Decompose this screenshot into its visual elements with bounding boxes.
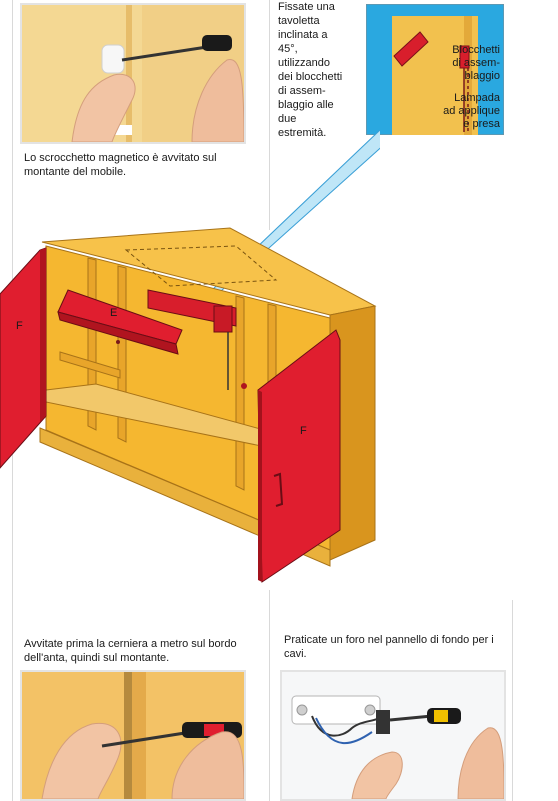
inset-label-blocks: Blocchetti di assem- blaggio <box>452 44 500 82</box>
photo-magnetic-catch <box>20 3 246 144</box>
photo-hinge <box>20 670 246 801</box>
cabinet-illustration <box>0 130 380 590</box>
instruction-line: 45°, <box>278 43 298 55</box>
shelf-label-e: E <box>110 307 118 319</box>
column-divider-right-bottom <box>512 600 513 801</box>
instruction-shelf-text <box>278 0 363 140</box>
instruction-line: due <box>278 113 297 125</box>
instruction-line: di assem- <box>278 85 326 97</box>
instruction-line: utilizzando <box>278 57 330 69</box>
caption-magnetic-catch: Lo scrocchetto magnetico è avvitato sul montante del mobile. <box>24 152 217 178</box>
caption-cable-hole: Praticate un foro nel pannello di fondo per i cavi. <box>284 634 494 660</box>
instruction-line: estremità. <box>278 127 327 139</box>
inset-label-lamp: Lampada ad applique e presa <box>443 92 500 130</box>
column-divider-middle-bottom <box>269 590 270 801</box>
inset-detail-blocks <box>366 4 504 135</box>
photo-cable-hole <box>280 670 506 801</box>
instruction-line: blaggio alle <box>278 99 334 111</box>
door-label-f-right: F <box>300 425 307 437</box>
instruction-line: tavoletta <box>278 15 320 27</box>
instruction-line: Fissate una <box>278 1 335 13</box>
instruction-line: inclinata a <box>278 29 328 41</box>
caption-hinge: Avvitate prima la cerniera a metro sul bordo dell'anta, quindi sul montante. <box>24 638 237 664</box>
door-label-f-left: F <box>16 320 23 332</box>
instruction-line: dei blocchetti <box>278 71 343 83</box>
